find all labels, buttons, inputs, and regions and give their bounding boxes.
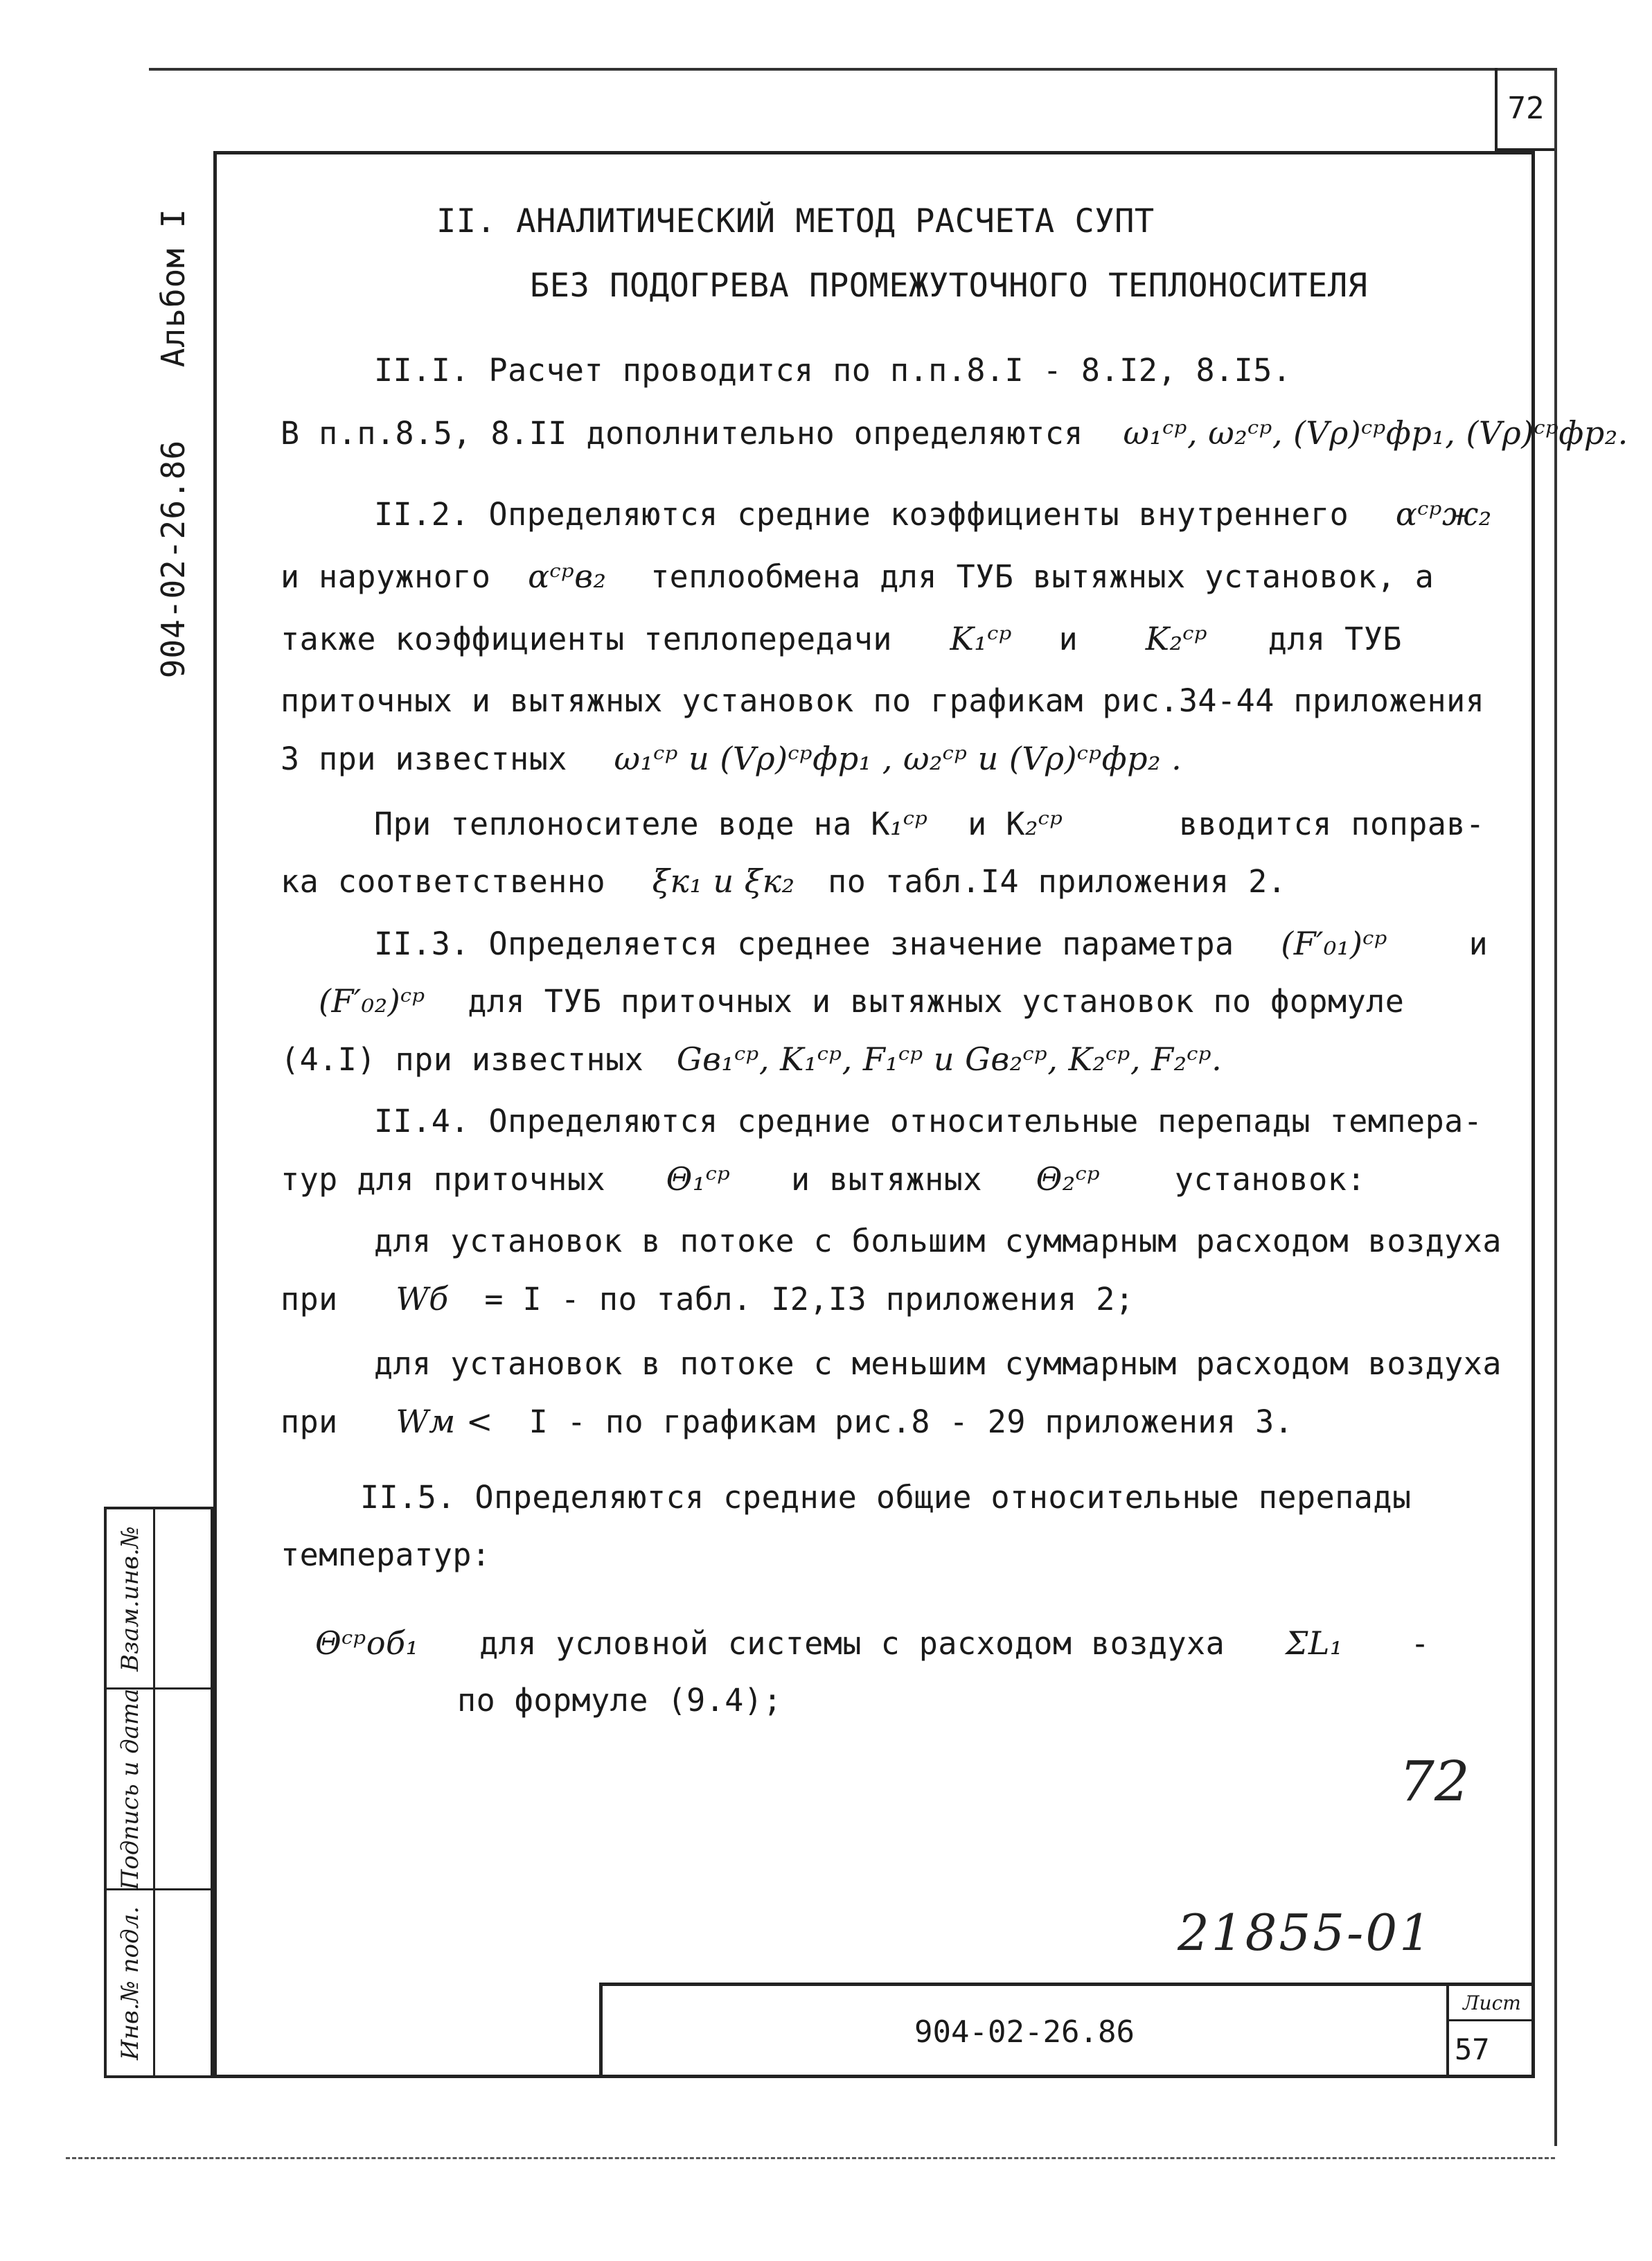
scan-edge-bottom — [66, 2157, 1555, 2159]
paragraph-11-5-line1: II.5. Определяются средние общие относительные перепады — [360, 1479, 1412, 1516]
stamp-label-cell: Взам.инв.№ — [107, 1509, 155, 1690]
paragraph-11-5-line3: Θᶜᵖоб₁ для условной системы с расходом воздуха ΣL₁ - — [315, 1624, 1430, 1662]
scan-edge-top — [149, 68, 1556, 71]
paragraph-11-4-line3: для установок в потоке с большим суммарным расходом воздуха — [374, 1223, 1502, 1259]
paragraph-11-4-line4: при Wб = I - по табл. I2,I3 приложения 2; — [281, 1280, 1135, 1318]
paragraph-11-2-line2: и наружного αᶜᵖв₂ теплообмена для ТУБ вытяжных установок, а — [281, 558, 1435, 595]
paragraph-11-3-line1: II.3. Определяется среднее значение параметра (F′₀₁)ᶜᵖ и — [374, 925, 1489, 962]
paragraph-11-4-line5: для установок в потоке с меньшим суммарным расходом воздуха — [374, 1345, 1502, 1382]
album-number: Альбом I — [154, 208, 192, 368]
sheet-number: 57 — [1455, 2032, 1490, 2066]
section-title: II. АНАЛИТИЧЕСКИЙ МЕТОД РАСЧЕТА СУПТ — [436, 202, 1155, 240]
album-label — [154, 182, 192, 705]
stamp-block — [104, 1507, 213, 2078]
page-number-top: 72 — [1495, 68, 1554, 151]
paragraph-11-5-line4: по формуле (9.4); — [457, 1682, 783, 1719]
stamp-value-cell — [155, 1890, 211, 2075]
formula-symbols: ω₁ᶜᵖ, ω₂ᶜᵖ, (Vρ)ᶜᵖфр₁, (Vρ)ᶜᵖфр₂. — [1123, 414, 1628, 452]
stamp-value-cell — [155, 1690, 211, 1890]
stamp-label-cell: Подпись и дата — [107, 1690, 155, 1890]
paragraph-11-3-line3: (4.I) при известных Gв₁ᶜᵖ, K₁ᶜᵖ, F₁ᶜᵖ и Gв₂ᶜᵖ, K₂ᶜᵖ, F₂ᶜᵖ. — [281, 1040, 1223, 1078]
stamp-value-cell — [155, 1509, 211, 1690]
sheet-box — [1449, 1986, 1535, 2078]
paragraph-water-line1: При теплоносителе воде на K₁ᶜᵖ и K₂ᶜᵖ вводится поправ- — [374, 805, 1485, 842]
paragraph-11-1-line2: В п.п.8.5, 8.II дополнительно определяются ω₁ᶜᵖ, ω₂ᶜᵖ, (Vρ)ᶜᵖфр₁, (Vρ)ᶜᵖфр₂. — [281, 414, 1628, 452]
paragraph-water-line2: ка соответственно ξк₁ и ξк₂ по табл.I4 приложения 2. — [281, 862, 1287, 900]
handwritten-page-number: 72 — [1399, 1749, 1470, 1814]
paragraph-11-4-line2: тур для приточных Θ₁ᶜᵖ и вытяжных Θ₂ᶜᵖ установок: — [281, 1160, 1366, 1198]
paragraph-11-1-line1: II.I. Расчет проводится по п.п.8.I - 8.I2, 8.I5. — [374, 352, 1292, 389]
paragraph-11-2-line1: II.2. Определяются средние коэффициенты внутреннего αᶜᵖж₂ — [374, 495, 1492, 533]
stamp-label-cell: Инв.№ подл. — [107, 1890, 155, 2075]
paragraph-11-5-line2: температур: — [281, 1536, 491, 1573]
paragraph-11-2-line4: приточных и вытяжных установок по графикам рис.34-44 приложения — [281, 682, 1485, 719]
sheet-label: Лист — [1449, 1986, 1535, 2021]
paragraph-11-2-line5: 3 при известных ω₁ᶜᵖ и (Vρ)ᶜᵖфр₁ , ω₂ᶜᵖ и (Vρ)ᶜᵖфр₂ . — [281, 740, 1182, 777]
paragraph-11-4-line6: при Wм < I - по графикам рис.8 - 29 приложения 3. — [281, 1403, 1294, 1440]
paragraph-11-2-line3: также коэффициенты теплопередачи K₁ᶜᵖ и K₂ᶜᵖ для ТУБ — [281, 620, 1402, 657]
album-code: 904-02-26.86 — [154, 439, 192, 679]
section-subtitle: БЕЗ ПОДОГРЕВА ПРОМЕЖУТОЧНОГО ТЕПЛОНОСИТЕЛЯ — [530, 267, 1368, 305]
document-code: 904-02-26.86 — [603, 1986, 1449, 2078]
scan-edge-right — [1554, 68, 1557, 2146]
paragraph-11-4-line1: II.4. Определяются средние относительные перепады темпера- — [374, 1103, 1483, 1140]
title-block — [599, 1983, 1535, 2078]
paragraph-11-3-line2: (F′₀₂)ᶜᵖ для ТУБ приточных и вытяжных установок по формуле — [319, 982, 1405, 1020]
handwritten-document-number: 21855-01 — [1178, 1904, 1433, 1962]
